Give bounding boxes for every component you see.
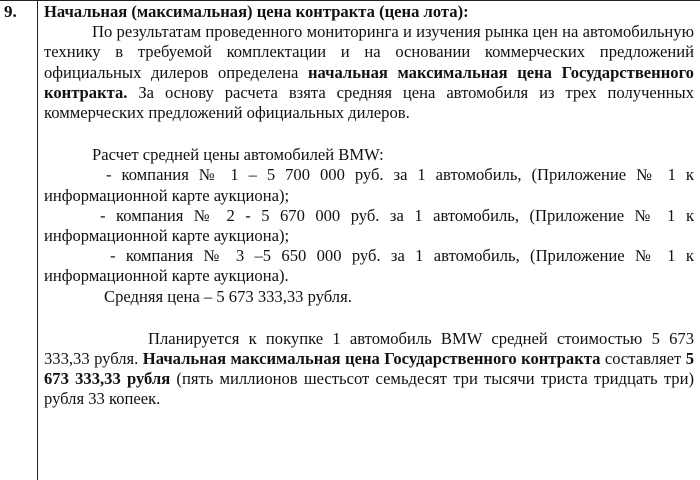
list-item: - компания № 2 - 5 670 000 руб. за 1 автомобиль, (Приложение № 1 к информационной карте аукциона); (44, 205, 694, 246)
contract-price-bold: 5 673 333,33 рубля (44, 349, 694, 389)
paragraph-market-analysis (44, 22, 694, 123)
section-content (44, 2, 694, 410)
paragraph-purchase-plan (44, 329, 694, 410)
table-column-divider (37, 0, 38, 480)
paragraph-text: (пять миллионов шестьсот семьдесят три тысячи триста тридцать три) рубля 33 копеек. (44, 369, 694, 409)
paragraph-text: Планируется к покупке 1 автомобиль BMW средней стоимостью 5 673 333,33 рубля. (44, 328, 694, 369)
section-number: 9. (4, 2, 17, 21)
calculation-title: Расчет средней цены автомобилей BMW: (92, 145, 384, 165)
list-item: - компания № 3 –5 650 000 руб. за 1 автомобиль, (Приложение № 1 к информационной карте аукциона). (44, 246, 694, 286)
paragraph-text: По результатам проведенного мониторинга и изучения рынка цен на автомобильную технику в требуемой комплектации и на основании коммерческих предложений официальных дилеров определена (44, 22, 694, 82)
paragraph-text: За основу расчета взята средняя цена автомобиля из трех полученных коммерческих предложений официальных дилеров. (44, 82, 694, 123)
paragraph-bold-text: начальная максимальная цена Государственного контракта. (44, 62, 694, 102)
paragraph-text: составляет (600, 349, 686, 369)
paragraph-bold-text: Начальная максимальная цена Государственного контракта (142, 349, 601, 369)
table-top-border (0, 0, 700, 1)
section-heading: Начальная (максимальная) цена контракта (цена лота): (44, 2, 469, 21)
list-item: - компания № 1 – 5 700 000 руб. за 1 автомобиль, (Приложение № 1 к информационной карте аукциона); (44, 165, 694, 205)
average-price: Средняя цена – 5 673 333,33 рубля. (104, 286, 352, 306)
